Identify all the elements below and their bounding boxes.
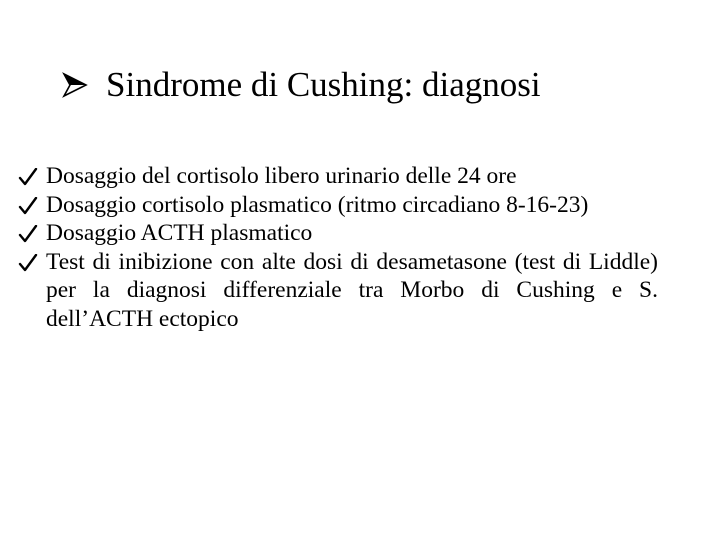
list-item-text: Dosaggio ACTH plasmatico <box>46 220 313 246</box>
arrow-bullet-icon <box>62 72 88 98</box>
list-item <box>18 162 658 191</box>
checkmark-icon <box>18 219 46 243</box>
list-item <box>18 191 658 220</box>
checkmark-icon <box>18 162 46 186</box>
bullet-list <box>18 162 658 333</box>
list-item-text: Test di inibizione con alte dosi di desametasone (test di Liddle) per la diagnosi differenziale tra Morbo di Cushing e S. dell’ACTH ectopico <box>46 248 658 332</box>
list-item-text: Dosaggio del cortisolo libero urinario delle 24 ore <box>46 163 517 189</box>
list-item <box>18 219 658 248</box>
slide-title: Sindrome di Cushing: diagnosi <box>106 65 541 104</box>
list-item <box>18 248 658 334</box>
list-item-text: Dosaggio cortisolo plasmatico (ritmo circadiano 8-16-23) <box>46 191 589 218</box>
checkmark-icon <box>18 248 46 272</box>
checkmark-icon <box>18 191 46 215</box>
title-row <box>62 62 541 108</box>
